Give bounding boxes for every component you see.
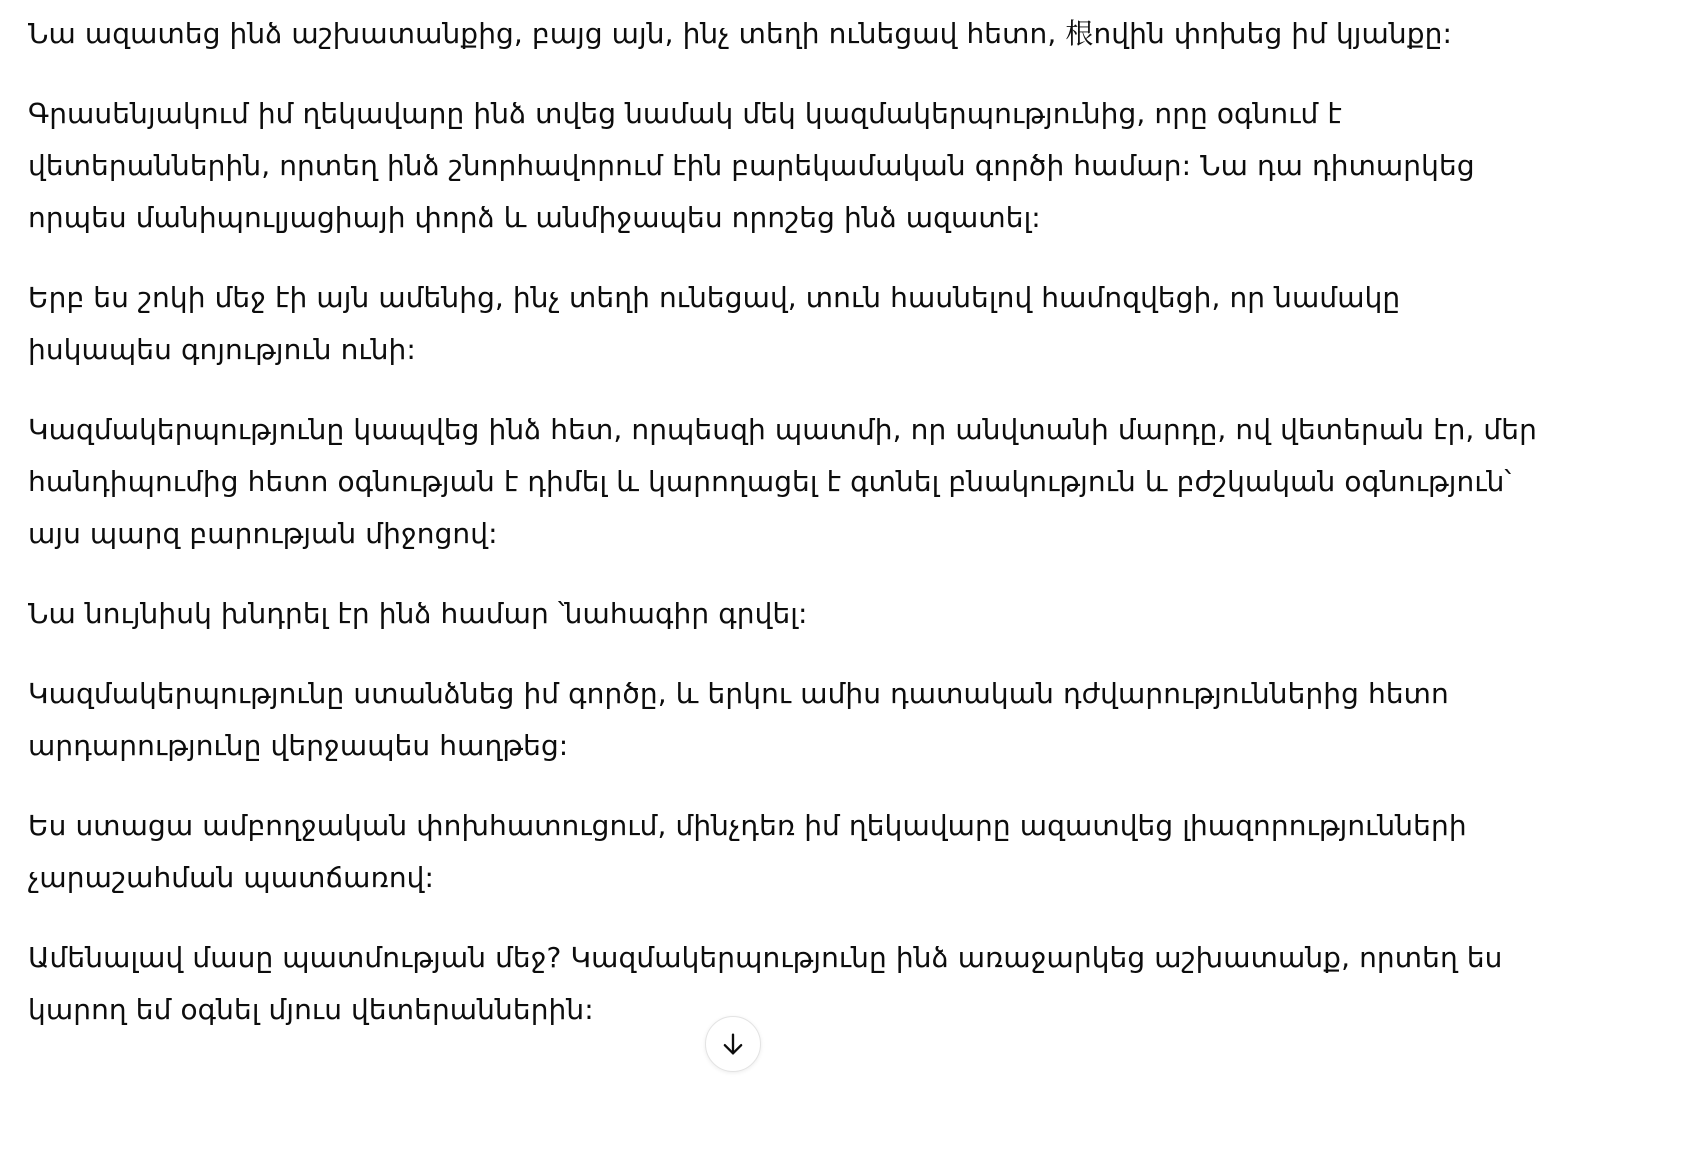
arrow-down-icon	[719, 1030, 747, 1058]
message-paragraph: Ես ստացա ամբողջական փոխհատուցում, մինչդեռ իմ ղեկավարը ազատվեց լիազորությունների չարաշահման պատճառով:	[28, 809, 1467, 894]
message-paragraph: Երբ ես շոկի մեջ էի այն ամենից, ինչ տեղի ունեցավ, տուն հասնելով համոզվեցի, որ նամակը իսկապես գոյություն ունի:	[28, 281, 1401, 366]
message-paragraph: Ամենալավ մասը պատմության մեջ? Կազմակերպությունը ինձ առաջարկեց աշխատանք, որտեղ ես կարող եմ օգնել մյուս վետերաններին:	[28, 941, 1503, 1026]
message-paragraph: Նա ազատեց ինձ աշխատանքից, բայց այն, ինչ տեղի ունեցավ հետո, 根ովին փոխեց իմ կյանքը:	[28, 17, 1453, 50]
assistant-message	[28, 8, 1548, 1064]
scroll-down-button[interactable]	[705, 1016, 761, 1072]
message-paragraph: Գրասենյակում իմ ղեկավարը ինձ տվեց նամակ մեկ կազմակերպությունից, որը օգնում է վետերաններին, որտեղ ինձ շնորհավորում էին բարեկամական գործի համար: Նա դա դիտարկեց որպես մանիպուլյացիայի փորձ և անմիջապես որոշեց ինձ ազատել:	[28, 97, 1475, 234]
message-paragraph: Կազմակերպությունը ստանձնեց իմ գործը, և երկու ամիս դատական դժվարություններից հետո արդարությունը վերջապես հաղթեց:	[28, 677, 1449, 762]
message-paragraph: Կազմակերպությունը կապվեց ինձ հետ, որպեսզի պատմի, որ անվտանի մարդը, ով վետերան էր, մեր հանդիպումից հետո օգնության է դիմել և կարողացել է գտնել բնակություն և բժշկական օգնություն՝ այս պարզ բարության միջոցով:	[28, 413, 1537, 550]
message-paragraph: Նա նույնիսկ խնդրել էր ինձ համար ՝նահագիր գրվել:	[28, 597, 808, 630]
